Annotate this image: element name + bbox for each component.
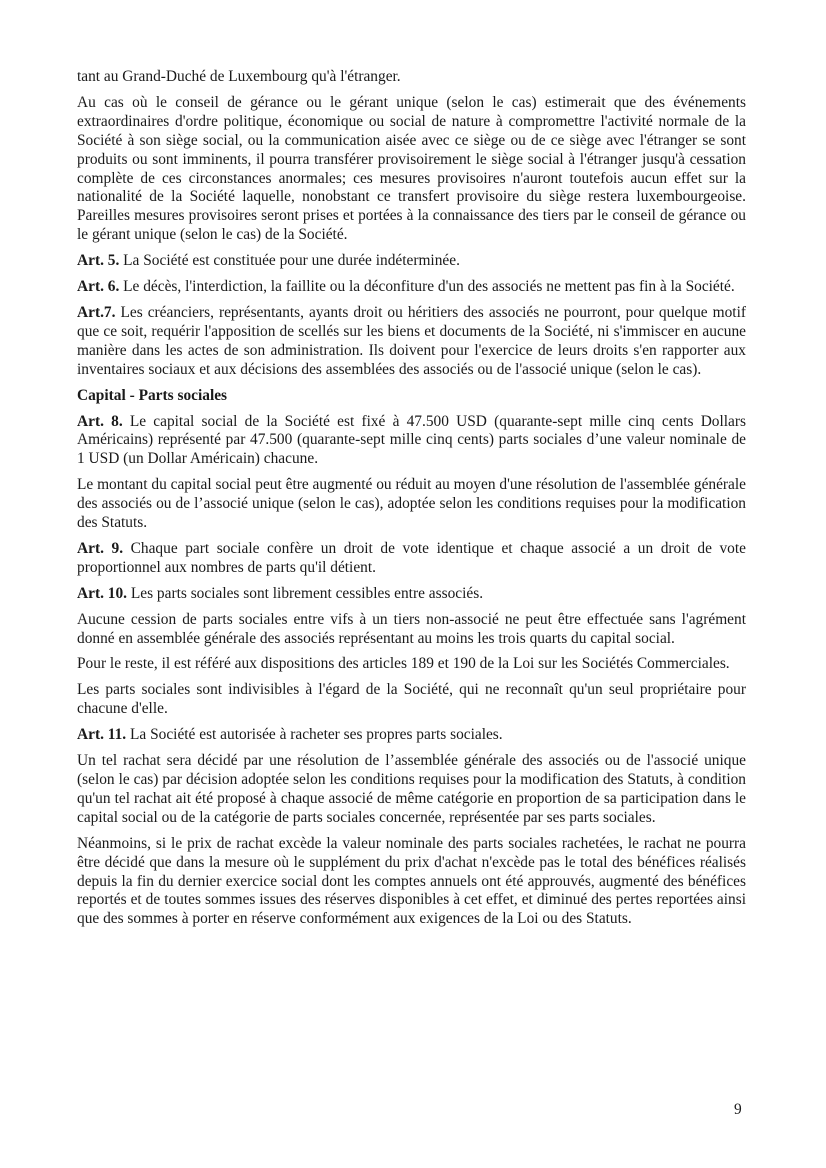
article-label: Art. 11.	[77, 726, 127, 744]
article-label: Art.7.	[77, 303, 116, 321]
document-body	[77, 68, 746, 936]
body-paragraph: tant au Grand-Duché de Luxembourg qu'à l'étranger.	[77, 68, 401, 85]
article-text: La Société est constituée pour une durée indéterminée.	[119, 252, 460, 270]
article-paragraph	[77, 252, 746, 271]
article-label: Art. 8.	[77, 412, 123, 430]
article-text: Chaque part sociale confère un droit de vote identique et chaque associé a un droit de vote proportionnel aux nombres de parts qu'il détient.	[77, 539, 746, 576]
article-paragraph	[77, 585, 746, 604]
body-paragraph: Pour le reste, il est référé aux dispositions des articles 189 et 190 de la Loi sur les Sociétés Commerciales.	[77, 655, 730, 673]
body-paragraph: Les parts sociales sont indivisibles à l'égard de la Société, qui ne reconnaît qu'un seul propriétaire pour chacune d'elle.	[77, 681, 746, 718]
article-text: La Société est autorisée à racheter ses propres parts sociales.	[126, 726, 503, 744]
article-paragraph	[77, 540, 746, 578]
article-label: Art. 6.	[77, 278, 120, 296]
article-text: Les parts sociales sont librement cessibles entre associés.	[127, 584, 484, 602]
page-number: 9	[734, 1101, 742, 1118]
section-heading: Capital - Parts sociales	[77, 386, 228, 404]
article-paragraph	[77, 304, 746, 380]
body-paragraph: Néanmoins, si le prix de rachat excède la valeur nominale des parts sociales rachetées, le rachat ne pourra être décidé que dans la mesure où le supplément du prix d'achat n'excède pas le total des bénéfices réalisés depuis la fin du dernier exercice social dont les comptes annuels ont été approuvés, augmenté des bénéfices reportés et de toutes sommes issues des réserves disponibles à cet effet, et diminué des pertes reportées ainsi que des sommes à porter en réserve conformément aux exigences de la Loi ou des Statuts.	[77, 834, 746, 928]
body-paragraph: Au cas où le conseil de gérance ou le gérant unique (selon le cas) estimerait que des événements extraordinaires d'ordre politique, économique ou social de nature à compromettre l'activité normale de la Société à son siège social, ou la communication aisée avec ce siège ou de ce siège avec l'étranger se sont produits ou sont imminents, il pourra transférer provisoirement le siège social à l'étranger jusqu'à cessation complète de ces circonstances anormales; ces mesures provisoires n'auront toutefois aucun effet sur la nationalité de la Société laquelle, nonobstant ce transfert provisoire du siège restera luxembourgeoise. Pareilles mesures provisoires seront prises et portées à la connaissance des tiers par le conseil de gérance ou le gérant unique (selon le cas) de la Société.	[77, 93, 746, 244]
body-paragraph: Le montant du capital social peut être augmenté ou réduit au moyen d'une résolution de l'assemblée générale des associés ou de l’associé unique (selon le cas), adoptée selon les conditions requises pour la modification des Statuts.	[77, 476, 746, 532]
body-paragraph: Un tel rachat sera décidé par une résolution de l’assemblée générale des associés ou de l'associé unique (selon le cas) par décision adoptée selon les conditions requises pour la modification des Statuts, à condition qu'un tel rachat ait été proposé à chaque associé de même catégorie en proportion de sa participation dans le capital social ou de la catégorie de parts sociales concernée, représentée par ses parts sociales.	[77, 752, 746, 826]
article-label: Art. 10.	[77, 584, 128, 602]
article-label: Art. 5.	[77, 252, 120, 270]
article-paragraph	[77, 278, 746, 297]
article-paragraph	[77, 413, 746, 470]
article-text: Les créanciers, représentants, ayants droit ou héritiers des associés ne pourront, pour quelque motif que ce soit, requérir l'apposition de scellés sur les biens et documents de la Société, ni s'immiscer en aucune manière dans les actes de son administration. Ils doivent pour l'exercice de leurs droits s'en rapporter aux inventaires sociaux et aux décisions des assemblées des associés ou de l'associé unique (selon le cas).	[77, 303, 746, 378]
article-text: Le décès, l'interdiction, la faillite ou la déconfiture d'un des associés ne mettent pas fin à la Société.	[119, 278, 735, 296]
body-paragraph: Aucune cession de parts sociales entre vifs à un tiers non-associé ne peut être effectuée sans l'agrément donné en assemblée générale des associés représentant au moins les trois quarts du capital social.	[77, 610, 746, 647]
article-text: Le capital social de la Société est fixé à 47.500 USD (quarante-sept mille cinq cents Dollars Américains) représenté par 47.500 (quarante-sept mille cinq cents) parts sociales d’une valeur nominale de 1 USD (un Dollar Américain) chacune.	[77, 412, 746, 468]
article-label: Art. 9.	[77, 539, 124, 557]
article-paragraph	[77, 726, 746, 745]
